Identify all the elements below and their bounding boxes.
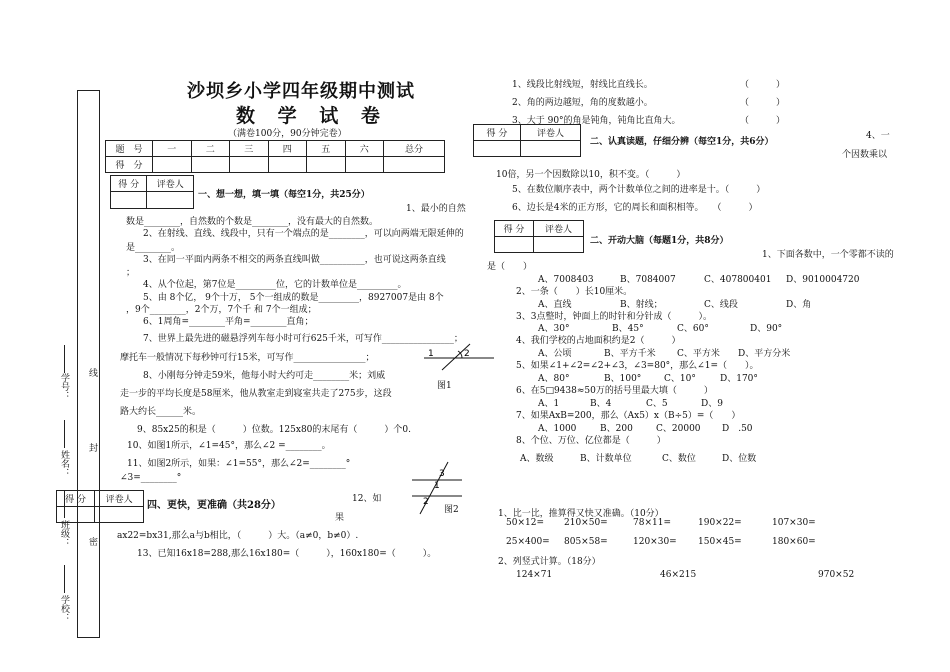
score-cell[interactable] [230,157,269,173]
calc-item: 210×50= [564,518,608,528]
calc-item: 190×22= [698,518,742,528]
calc-item: 180×60= [772,537,816,547]
q12a: 12、如 [352,494,382,504]
calc-item: 124×71 [516,570,553,580]
s3-q5: 5、如果∠1+∠2=∠2+∠3，∠3=80°，那么∠1=（ ）。 [516,361,759,371]
s3-q8: 8、个位、万位、亿位都是（ ） [516,436,666,446]
score-cell[interactable] [268,157,307,173]
s3-q7-opt[interactable]: B、200 [600,424,633,434]
s3-q4-opt[interactable]: D、平方分米 [738,349,791,359]
s3-q1a: 1、下面各数中，一个零都不读的 [762,250,894,260]
exam-note: （满卷100分，90分钟完卷） [228,129,347,139]
figure-1 [418,338,498,388]
judge-q2-paren[interactable]: （ ） [740,98,786,108]
s2-q6: 6、边长是4米的正方形，它的周长和面积相等。 （ ） [512,203,758,213]
section2-heading: 二、认真读题，仔细分辨（每空1分，共6分） [590,137,774,147]
grader-score-cell[interactable] [111,192,147,209]
fig2-label-2: 2 [423,497,429,507]
s3-q6: 6、在5□9438≈50万的括号里最大填（ ） [516,386,713,396]
s3-q6-opt[interactable]: D、9 [701,399,723,409]
calc-heading-2: 2、列竖式计算。（18分） [498,557,601,567]
grader-name-cell[interactable] [95,507,144,523]
q8c: 路大约长______米。 [120,407,202,417]
grader-name-label: 评卷人 [534,221,584,237]
calc-item: 150×45= [698,537,742,547]
s3-q8-opt[interactable]: B、计数单位 [580,454,632,464]
s3-q3-opt[interactable]: B、45° [612,324,644,334]
calc-item: 46×215 [660,570,697,580]
score-table [105,140,445,173]
s3-q7-opt[interactable]: C、20000 [656,424,701,434]
grader-name-cell[interactable] [534,237,584,253]
q5a: 5、由 8个亿， 9个十万， 5个一组成的数是_________，8927007是由 8个 [143,293,444,303]
grader-name-cell[interactable] [147,192,194,209]
s3-q8-opt[interactable]: C、数位 [662,454,696,464]
s3-q5-opt[interactable]: C、10° [664,374,696,384]
s3-q7-opt[interactable]: D .50 [722,424,753,434]
score-cell[interactable] [384,157,445,173]
s3-q1-opt[interactable]: D、9010004720 [786,275,860,285]
q5b: ，9个________，2个万，7个千 和 7个一组成； [126,305,317,315]
s3-q2: 2、一条（ ）长10厘米。 [516,287,633,297]
grader-name-label: 评卷人 [520,125,580,141]
school-title: 沙坝乡小学四年级期中测试 [187,81,415,102]
s3-q4-opt[interactable]: A、公顷 [538,349,572,359]
score-row-label: 得 分 [106,157,153,173]
score-table-header: 五 [307,141,346,157]
calc-item: 970×52 [818,570,855,580]
fig1-caption: 图1 [437,381,452,391]
calc-item: 78×11= [633,518,671,528]
s3-q4-opt[interactable]: C、平方米 [677,349,720,359]
fig1-label-2: 2 [464,349,470,359]
judge-q1: 1、线段比射线短，射线比直线长。 [512,80,653,90]
q2a: 2、在射线、直线、线段中，只有一个端点的是________，可以向两端无限延伸的 [143,229,464,239]
score-cell[interactable] [191,157,230,173]
fig2-label-1: 1 [434,481,440,491]
s3-q8-opt[interactable]: A、数级 [520,454,554,464]
grader-box-4 [56,490,144,523]
s3-q5-opt[interactable]: A、80° [538,374,570,384]
seal-mark: 封 [87,443,97,452]
score-table-header: 四 [268,141,307,157]
q11b: ∠3=________° [120,473,182,483]
q8b: 走一步的平均长度是58厘米，他从教室走到寝室共走了275步，这段 [120,389,392,399]
score-table-header: 总分 [384,141,445,157]
s3-q4-opt[interactable]: B、平方千米 [604,349,656,359]
grader-name-label: 评卷人 [95,491,144,507]
q1a: 1、最小的自然 [406,204,466,214]
s3-q3-opt[interactable]: D、90° [750,324,783,334]
q13: 13、已知16x18=288,那么16x180=（ ），160x180=（ ）。 [137,549,437,559]
s3-q2-opt[interactable]: A、直线 [538,300,572,310]
name-line [64,420,65,448]
section3-heading: 二、开动大脑（每题1分，共8分） [590,236,729,246]
calc-item: 50×12= [506,518,544,528]
name-label: 姓名： [59,450,69,477]
fig2-label-3: 3 [439,469,445,479]
q4: 4、从个位起，第7位是_________位，它的计数单位是_________。 [143,280,407,290]
q12c: ax22=bx31,那么a与b相比，（ ）大。（a≠0，b≠0）. [117,531,359,541]
s2-q5: 5、在数位顺序表中，两个计数单位之间的进率是十。（ ） [512,185,766,195]
q9: 9、85x25的积是（ ）位数。125x80的末尾有（ ）个0. [137,425,412,435]
q10: 10、如图1所示，∠1=45°，那么∠2 =________。 [127,441,331,451]
s3-q1b: 是（ ） [487,262,533,272]
q11a: 11、如图2所示，如果：∠1=55°，那么∠2=________° [127,459,351,469]
grader-score-cell[interactable] [57,507,95,523]
student-no-label: 学号： [59,373,69,400]
s3-q6-opt[interactable]: C、5 [646,399,668,409]
score-cell[interactable] [153,157,192,173]
q12b: 果 [335,513,345,523]
s3-q3: 3、3点整时，钟面上的时针和分针成（ ）。 [516,312,712,322]
line-mark: 线 [87,368,97,377]
s3-q1-opt[interactable]: B、7084007 [620,275,676,285]
s3-q1-opt[interactable]: A、7008403 [538,275,594,285]
grader-score-cell[interactable] [474,141,521,157]
score-table-header: 题 号 [106,141,153,157]
s2-q4b: 个因数乘以 [842,150,888,160]
q8a: 8、小刚每分钟走59米，他每小时大约可走________米；刘威 [143,371,386,381]
grader-name-label: 评卷人 [147,176,194,192]
secret-mark: 密 [87,537,97,546]
score-table-header: 六 [345,141,384,157]
q2b: 是________。 [126,243,181,253]
s3-q8-opt[interactable]: D、位数 [722,454,757,464]
q3b: ； [126,268,136,278]
section4-heading: 四、更快，更准确（共28分） [147,500,281,511]
judge-q3-paren[interactable]: （ ） [740,116,786,126]
grader-score-label: 得 分 [111,176,147,192]
school-line [64,565,65,593]
s3-q1-opt[interactable]: C、407800401 [704,275,772,285]
school-label: 学校： [59,595,69,622]
subject-title: 数 学 试 卷 [236,105,388,127]
fig1-label-1: 1 [428,349,434,359]
s3-q6-opt[interactable]: B、4 [590,399,612,409]
grader-box-3 [494,220,584,253]
calc-item: 107×30= [772,518,816,528]
s2-q4a: 4、一 [866,131,890,141]
s3-q7: 7、如果AxB=200，那么（Ax5）x（B÷5）=（ ） [516,411,741,421]
binding-inner-line [99,90,100,638]
calc-item: 120×30= [633,537,677,547]
score-table-header: 一 [153,141,192,157]
fig2-caption: 图2 [444,505,459,515]
calc-item: 805×58= [564,537,608,547]
grader-score-label: 得 分 [495,221,534,237]
grader-score-label: 得 分 [474,125,521,141]
score-cell[interactable] [307,157,346,173]
binding-outer-line [77,90,78,638]
score-table-header: 二 [191,141,230,157]
q7a: 7、世界上最先进的磁悬浮列车每小时可行625千米，可写作________________； [143,334,463,344]
q1b: 数是________，自然数的个数是________，没有最大的自然数。 [126,217,379,227]
score-cell[interactable] [345,157,384,173]
student-no-line [64,345,65,373]
s3-q6-opt[interactable]: A、1 [538,399,560,409]
s3-q3-opt[interactable]: C、60° [677,324,709,334]
calc-heading-1: 1、比一比，推算得又快又准确。（10分） [498,509,664,519]
s3-q4: 4、我们学校的占地面积约是2（ ） [516,336,681,346]
calc-item: 25×400= [506,537,550,547]
s3-q5-opt[interactable]: D、170° [720,374,758,384]
grader-box-1 [110,175,194,209]
q3a: 3、在同一平面内两条不相交的两条直线叫做__________，也可说这两条直线 [143,255,446,265]
s3-q2-opt[interactable]: D、角 [786,300,812,310]
grader-name-cell[interactable] [520,141,580,157]
judge-q2: 2、角的两边越短，角的度数越小。 [512,98,653,108]
q6: 6、1周角=________平角=________直角； [143,317,314,327]
q7b: 摩托车一般情况下每秒钟可行15米，可写作________________； [120,353,375,363]
binding-top-line [77,90,100,91]
class-label: 班级： [59,520,69,547]
s2-q4c: 10倍，另一个因数除以10，积不变。（ ） [496,170,686,180]
score-table-header: 三 [230,141,269,157]
s3-q2-opt[interactable]: C、线段 [704,300,738,310]
s3-q2-opt[interactable]: B、射线； [620,300,663,310]
s3-q5-opt[interactable]: B、100° [604,374,642,384]
binding-bottom-line [77,637,100,638]
grader-score-label: 得 分 [57,491,95,507]
section1-heading: 一、想一想，填一填（每空1分，共25分） [198,190,370,200]
judge-q3: 3、大于 90°的角是钝角，钝角比直角大。 [512,116,681,126]
s3-q7-opt[interactable]: A、1000 [538,424,577,434]
grader-score-cell[interactable] [495,237,534,253]
grader-box-2 [473,124,581,157]
s3-q3-opt[interactable]: A、30° [538,324,570,334]
judge-q1-paren[interactable]: （ ） [740,80,786,90]
